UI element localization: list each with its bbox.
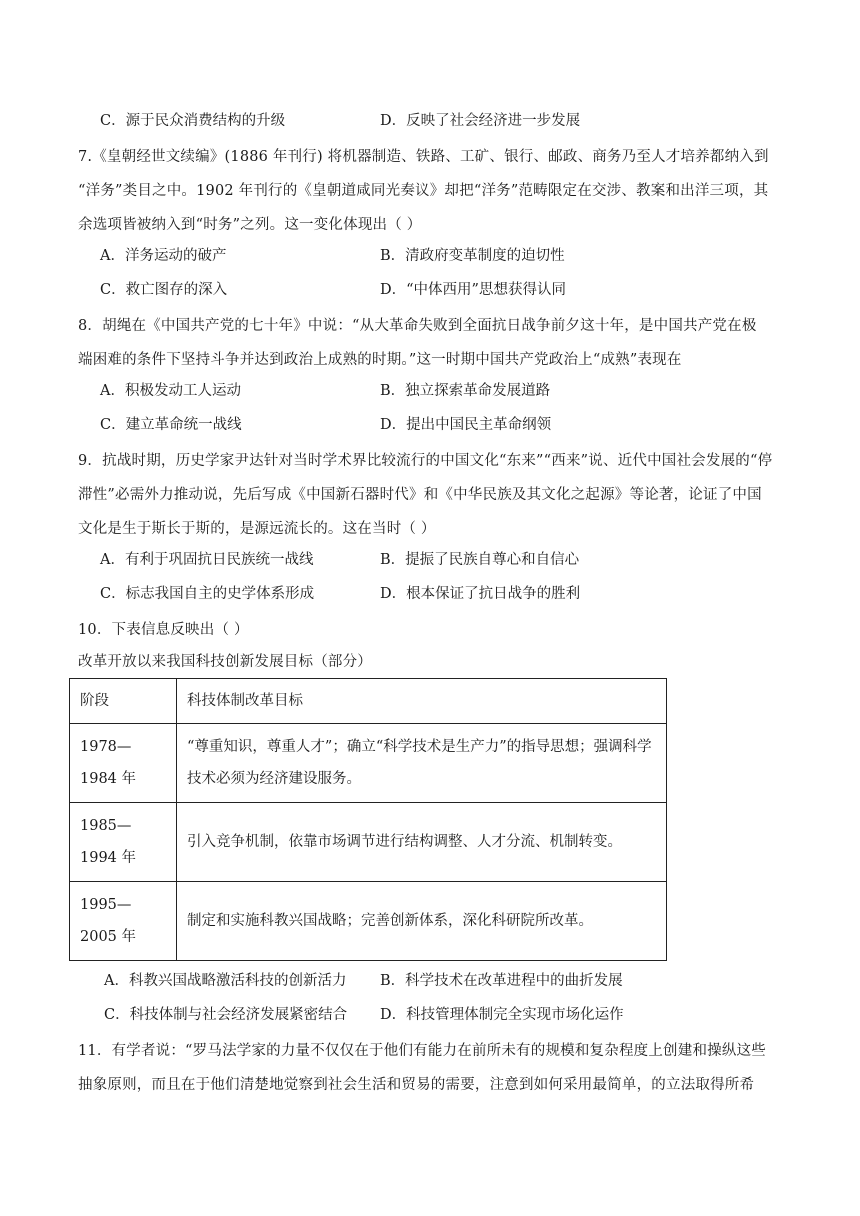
- q7-stem-line-3: 余选项皆被纳入到“时务”之列。这一变化体现出（ ）: [78, 217, 422, 233]
- q7-stem-line-2: “洋务”类目之中。1902 年刊行的《皇朝道咸同光奏议》却把“洋务”范畴限定在交涉、教案和出洋三项，其: [78, 183, 769, 199]
- q9-stem-line-3: 文化是生于斯长于斯的，是源远流长的。这在当时（ ）: [78, 521, 436, 537]
- q10-option-b[interactable]: B．科学技术在改革进程中的曲折发展: [380, 973, 623, 989]
- q8-stem-line-2: 端困难的条件下坚持斗争并达到政治上成熟的时期。”这一时期中国共产党政治上“成熟”表现在: [78, 352, 682, 368]
- q8-option-c[interactable]: C．建立革命统一战线: [100, 417, 242, 433]
- goal-text: “尊重知识，尊重人才”；确立“科学技术是生产力”的指导思想；强调科学技术必须为经济建设服务。: [187, 739, 652, 787]
- q7-option-d[interactable]: D．“中体西用”思想获得认同: [380, 282, 566, 298]
- q9-option-b[interactable]: B．提振了民族自尊心和自信心: [380, 552, 580, 568]
- q7-option-a[interactable]: A．洋务运动的破产: [100, 248, 227, 264]
- stage-text: 1985—1994 年: [80, 818, 137, 866]
- table-row: [70, 724, 667, 803]
- q10-stem: 10．下表信息反映出（ ）: [78, 622, 249, 638]
- q8-option-b[interactable]: B．独立探索革命发展道路: [380, 383, 551, 399]
- table-cell-stage: [70, 882, 177, 961]
- table-header-goal: 科技体制改革目标: [177, 679, 667, 724]
- stage-text: 1978—1984 年: [80, 739, 137, 787]
- goal-text: 引入竞争机制，依靠市场调节进行结构调整、人才分流、机制转变。: [187, 834, 622, 850]
- goal-text: 制定和实施科教兴国战略；完善创新体系，深化科研院所改革。: [187, 913, 593, 929]
- q11-stem-line-1: 11．有学者说：“罗马法学家的力量不仅仅在于他们有能力在前所未有的规模和复杂程度上创建和操纵这些: [78, 1043, 766, 1059]
- q8-option-a[interactable]: A．积极发动工人运动: [100, 383, 241, 399]
- table-header-row: [70, 679, 667, 724]
- table-cell-goal: [177, 803, 667, 882]
- table-cell-stage: [70, 803, 177, 882]
- q7-option-b[interactable]: B．清政府变革制度的迫切性: [380, 248, 565, 264]
- q6-option-c[interactable]: C．源于民众消费结构的升级: [100, 113, 286, 129]
- table-cell-goal: [177, 882, 667, 961]
- q10-option-d[interactable]: D．科技管理体制完全实现市场化运作: [380, 1007, 624, 1023]
- q10-option-a[interactable]: A．科教兴国战略激活科技的创新活力: [104, 973, 347, 989]
- q8-stem-line-1: 8．胡绳在《中国共产党的七十年》中说：“从大革命失败到全面抗日战争前夕这十年，是中国共产党在极: [78, 318, 757, 334]
- q9-option-d[interactable]: D．根本保证了抗日战争的胜利: [380, 586, 581, 602]
- table-row: [70, 803, 667, 882]
- q9-option-a[interactable]: A．有利于巩固抗日民族统一战线: [100, 552, 314, 568]
- stage-text: 1995—2005 年: [80, 897, 137, 945]
- q7-option-c[interactable]: C．救亡图存的深入: [100, 282, 228, 298]
- q6-option-d[interactable]: D．反映了社会经济进一步发展: [380, 113, 581, 129]
- q10-table-caption: 改革开放以来我国科技创新发展目标（部分）: [78, 654, 372, 670]
- q9-stem-line-1: 9．抗战时期，历史学家尹达针对当时学术界比较流行的中国文化“东来”“西来”说、近代中国社会发展的“停: [78, 453, 773, 469]
- q7-stem-line-1: 7.《皇朝经世文续编》(1886 年刊行) 将机器制造、铁路、工矿、银行、邮政、商务乃至人才培养都纳入到: [78, 149, 769, 165]
- table-row: [70, 882, 667, 961]
- table-cell-goal: [177, 724, 667, 803]
- q10-table: [69, 678, 667, 961]
- table-cell-stage: [70, 724, 177, 803]
- q10-option-c[interactable]: C．科技体制与社会经济发展紧密结合: [104, 1007, 348, 1023]
- q9-stem-line-2: 滞性”必需外力推动说，先后写成《中国新石器时代》和《中华民族及其文化之起源》等论著，论证了中国: [78, 487, 762, 503]
- table-header-stage: 阶段: [70, 679, 177, 724]
- q11-stem-line-2: 抽象原则，而且在于他们清楚地觉察到社会生活和贸易的需要，注意到如何采用最简单，的立法取得所希: [78, 1077, 755, 1093]
- q9-option-c[interactable]: C．标志我国自主的史学体系形成: [100, 586, 315, 602]
- q8-option-d[interactable]: D．提出中国民主革命纲领: [380, 417, 552, 433]
